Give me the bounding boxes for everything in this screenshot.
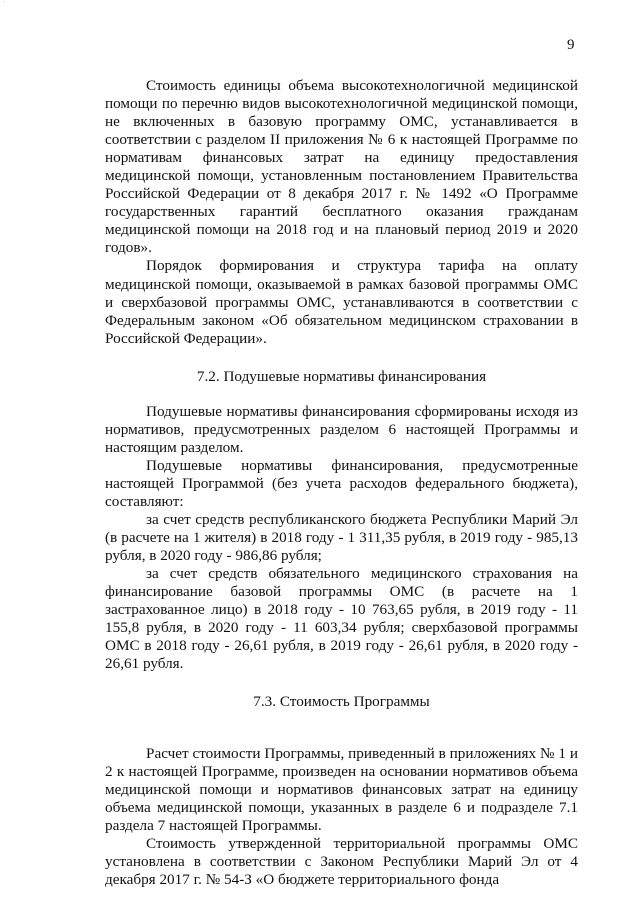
paragraph-oms-cost: Стоимость утвержденной территориальной программы ОМС установлена в соответствии с Законом Республики Марий Эл от 4 декабря 2017 г. № 54-З «О бюджете территориального фонда: [105, 834, 578, 888]
section-heading-7-3: 7.3. Стоимость Программы: [253, 693, 430, 711]
section-heading-7-2: 7.2. Подушевые нормативы финансирования: [196, 367, 487, 385]
paragraph-republic-budget: за счет средств республиканского бюджета Республики Марий Эл (в расчете на 1 жителя) в 2018 году - 1 311,35 рубля, в 2019 году - 985,13 рубля, в 2020 году - 986,86 рубля;: [105, 511, 578, 565]
page-content: [105, 77, 578, 889]
scan-corner-mark: ˇ: [3, 2, 5, 7]
paragraph-oms-funding: за счет средств обязательного медицинского страхования на финансирование базовой программы ОМС (в расчете на 1 застрахованное лицо) в 2018 году - 10 763,65 рубля, в 2019 году - 11 155,8 рубля, в 2020 году - 11 603,34 рубля; сверхбазовой программы ОМС в 2018 году - 26,61 рубля, в 2019 году - 26,61 рубля, в 2020 году - 26,61 рубля.: [105, 565, 578, 673]
paragraph-htmp-cost: Стоимость единицы объема высокотехнологичной медицинской помощи по перечню видов высокотехнологичной медицинской помощи, не включенных в базовую программу ОМС, устанавливается в соответствии с разделом II приложения № 6 к настоящей Программе по нормативам финансовых затрат на единицу предоставления медицинской помощи, установленным постановлением Правительства Российской Федерации от 8 декабря 2017 г. № 1492 «О Программе государственных гарантий бесплатного оказания гражданам медицинской помощи на 2018 год и на плановый период 2019 и 2020 годов».: [105, 77, 578, 257]
paragraph-cost-calculation: Расчет стоимости Программы, приведенный в приложениях № 1 и 2 к настоящей Программе, произведен на основании нормативов объема медицинской помощи и нормативов финансовых затрат на единицу объема медицинской помощи, указанных в разделе 6 и подразделе 7.1 раздела 7 настоящей Программы.: [105, 744, 578, 834]
page-number: 9: [567, 37, 575, 53]
paragraph-per-capita-intro: Подушевые нормативы финансирования сформированы исходя из нормативов, предусмотренных разделом 6 настоящей Программы и настоящим разделом.: [105, 402, 578, 456]
paragraph-per-capita-list-intro: Подушевые нормативы финансирования, предусмотренные настоящей Программой (без учета расходов федерального бюджета), составляют:: [105, 456, 578, 510]
paragraph-tariff-order: Порядок формирования и структура тарифа на оплату медицинской помощи, оказываемой в рамках базовой программы ОМС и сверхбазовой программы ОМС, устанавливаются в соответствии с Федеральным законом «Об обязательном медицинском страховании в Российской Федерации».: [105, 257, 578, 347]
